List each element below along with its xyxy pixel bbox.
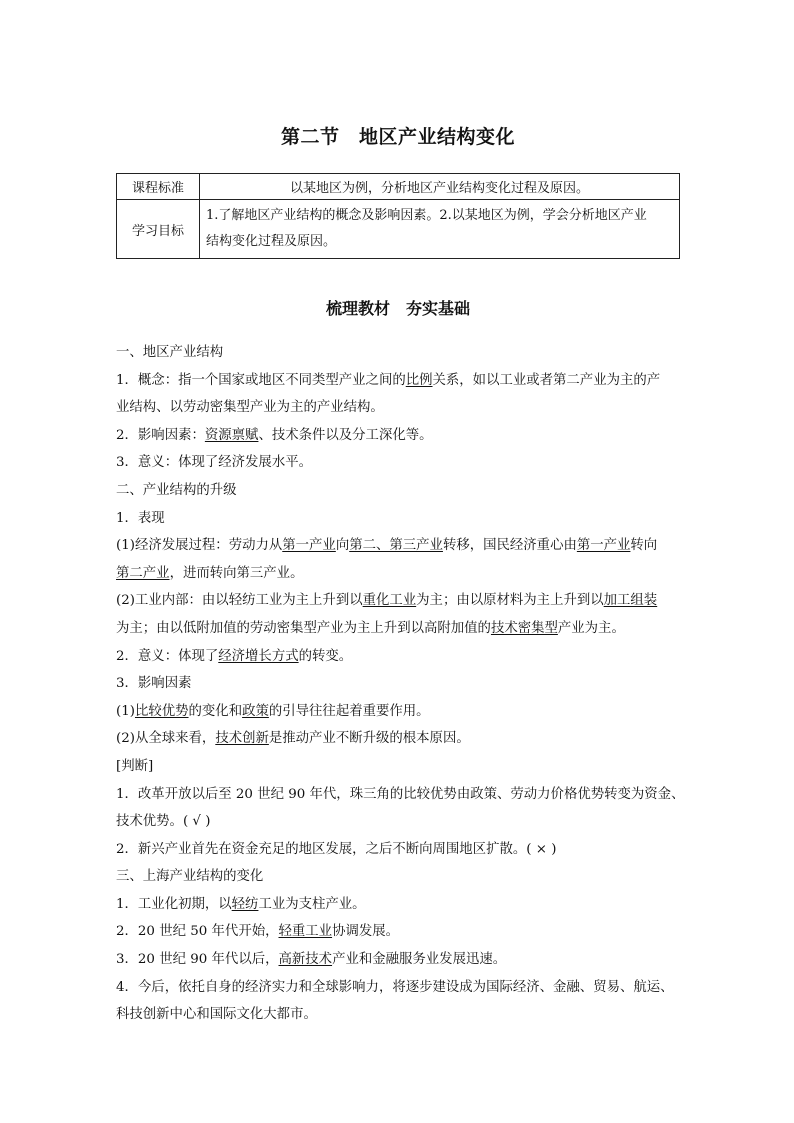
underlined-answer: 第二、第三产业 [349, 538, 443, 554]
paragraph-concept-cont: 业结构、以劳动密集型产业为主的产业结构。 [116, 400, 384, 416]
text: 为主；由以原材料为主上升到以 [416, 593, 604, 609]
section-title: 梳理教材 夯实基础 [325, 299, 470, 318]
text: (1)经济发展过程：劳动力从 [116, 538, 283, 554]
paragraph-concept [116, 367, 680, 395]
paragraph-significance: 3．意义：体现了经济发展水平。 [116, 455, 312, 471]
underlined-answer: 第一产业 [282, 538, 336, 554]
info-table [116, 173, 680, 259]
paragraph-future: 4．今后，依托自身的经济实力和全球影响力，将逐步建设成为国际经济、金融、贸易、航运、 [116, 979, 674, 995]
underlined-answer: 第二产业 [116, 565, 170, 581]
text: (1) [116, 703, 135, 719]
row-value-learning-goals [200, 200, 680, 259]
table-row [117, 200, 680, 259]
underlined-answer: 资源禀赋 [204, 427, 259, 443]
text: 1．工业化初期，以 [116, 896, 232, 912]
underlined-answer: 高新技术 [278, 952, 333, 968]
text: ，进而转向第三产业。 [169, 565, 304, 581]
learning-goals-line-2: 结构变化过程及原因。 [206, 234, 337, 249]
text: 转移，国民经济重心由 [442, 538, 577, 554]
judge-heading: [判断] [116, 758, 154, 774]
text: 关系，如以工业或者第二产业为主的产 [432, 372, 661, 388]
underlined-answer: 经济增长方式 [218, 648, 299, 664]
text: 2．影响因素： [116, 427, 205, 443]
content-body [116, 339, 685, 1029]
text: 产业为主。 [557, 620, 625, 636]
underlined-answer: 重化工业 [362, 593, 417, 609]
heading-shanghai: 三、上海产业结构的变化 [116, 869, 264, 885]
text: 是推动产业不断升级的根本原因。 [268, 731, 470, 747]
paragraph-comparative-advantage [116, 698, 680, 726]
text: 转向 [630, 538, 658, 554]
text: 工业为支柱产业。 [258, 896, 366, 912]
paragraph-industry-internal-cont [116, 615, 680, 643]
underlined-answer: 比例 [405, 372, 433, 388]
underlined-answer: 政策 [242, 703, 269, 719]
text: 产业和金融服务业发展迅速。 [332, 952, 507, 968]
table-row [117, 174, 680, 200]
paragraph-early-industrialization [116, 891, 680, 919]
judge-item-2: 2．新兴产业首先在资金充足的地区发展，之后不断向周围地区扩散。( × ) [116, 841, 557, 857]
paragraph-manifestation: 1．表现 [116, 510, 165, 526]
paragraph-future-cont: 科技创新中心和国际文化大都市。 [116, 1007, 317, 1023]
text: (2)工业内部：由以轻纺工业为主上升到以 [116, 593, 363, 609]
underlined-answer: 轻重工业 [278, 924, 333, 940]
text: 为主；由以低附加值的劳动密集型产业为主上升到以高附加值的 [116, 620, 491, 636]
text: 的转变。 [298, 648, 353, 664]
paragraph-influence-factors: 3．影响因素 [116, 676, 192, 692]
text: (2)从全球来看， [116, 731, 216, 747]
page-title: 第二节 地区产业结构变化 [280, 126, 515, 148]
underlined-answer: 技术密集型 [490, 620, 558, 636]
paragraph-tech-innovation [116, 725, 680, 753]
text: 2．20 世纪 50 年代开始， [116, 924, 279, 940]
judge-item-1: 1．改革开放以后至 20 世纪 90 年代，珠三角的比较优势由政策、劳动力价格优势转变为资金、 [116, 786, 685, 802]
underlined-answer: 加工组装 [603, 593, 658, 609]
text: 的变化和 [188, 703, 243, 719]
underlined-answer: 第一产业 [576, 538, 631, 554]
text: 2．意义：体现了 [116, 648, 219, 664]
text: 的引导往往起着重要作用。 [268, 703, 430, 719]
paragraph-economic-process [116, 532, 680, 560]
row-label-learning-goals: 学习目标 [117, 200, 200, 259]
text: 协调发展。 [332, 924, 400, 940]
learning-goals-line-1: 1.了解地区产业结构的概念及影响因素。2.以某地区为例，学会分析地区产业 [206, 208, 647, 223]
paragraph-upgrade-significance [116, 643, 680, 671]
paragraph-1950s [116, 918, 680, 946]
row-label-curriculum-standard: 课程标准 [117, 174, 200, 200]
underlined-answer: 比较优势 [134, 703, 189, 719]
text: 1．概念：指一个国家或地区不同类型产业之间的 [116, 372, 406, 388]
paragraph-factors [116, 422, 680, 450]
underlined-answer: 轻纺 [231, 896, 259, 912]
text: 向 [335, 538, 350, 554]
heading-structure-upgrade: 二、产业结构的升级 [116, 482, 237, 498]
row-value-curriculum-standard: 以某地区为例，分析地区产业结构变化过程及原因。 [200, 174, 680, 200]
underlined-answer: 技术创新 [215, 731, 269, 747]
text: 、技术条件以及分工深化等。 [258, 427, 433, 443]
paragraph-industry-internal [116, 587, 680, 615]
paragraph-1990s [116, 946, 680, 974]
paragraph-economic-process-cont [116, 560, 680, 588]
judge-item-1-cont: 技术优势。( √ ) [116, 814, 211, 830]
text: 3．20 世纪 90 年代以后， [116, 952, 279, 968]
heading-regional-industry-structure: 一、地区产业结构 [116, 345, 224, 360]
